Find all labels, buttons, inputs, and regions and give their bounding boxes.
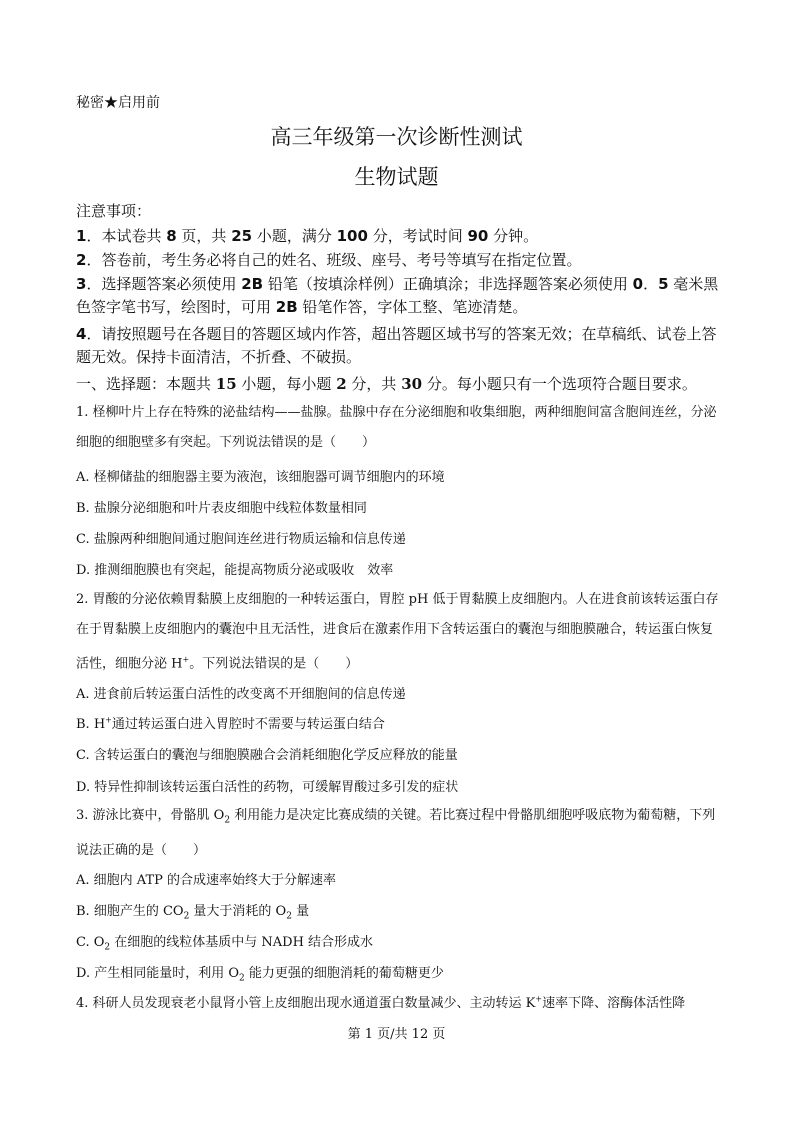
notice-num: 4 [76,325,87,343]
question-3-option-c [76,931,721,953]
notice-text: 铅笔作答，字体工整、笔迹清楚。 [297,298,528,316]
option-text: 通过转运蛋白进入胃腔时不需要与转运蛋白结合 [111,717,385,732]
notice-text: 小题，满分 [252,227,337,245]
question-2-option-c: C. 含转运蛋白的囊泡与细胞膜融合会消耗细胞化学反应释放的能量 [76,748,458,763]
question-1-option-c: C. 盐腺两种细胞间通过胞间连丝进行物质运输和信息传递 [76,532,406,547]
option-text: 在细胞的线粒体基质中与 NADH 结合形成水 [110,935,374,950]
question-3-option-b [76,900,721,922]
section-text: 分，共 [346,375,402,393]
notice-item-3 [76,273,721,319]
notice-text: 分钟。 [488,227,539,245]
question-1-stem: 1. 柽柳叶片上存在特殊的泌盐结构——盐腺。盐腺中存在分泌细胞和收集细胞，两种细胞间富含胞间连丝，分泌细胞的细胞壁多有突起。下列说法错误的是（ ） [76,405,717,450]
notice-item-1 [76,225,721,248]
notice-text: 毫米黑色签字笔书写，绘图时，可用 [76,275,719,316]
question-3-option-a: A. 细胞内 ATP 的合成速率始终大于分解速率 [76,873,337,888]
option-text: 能力更强的细胞消耗的葡萄糖更少 [244,966,444,981]
question-2-option-a: A. 进食前后转运蛋白活性的改变离不开细胞间的信息传递 [76,687,406,702]
question-2-stem [76,585,721,679]
notice-text: ．答卷前，考生务必将自己的姓名、班级、座号、考号等填写在指定位置。 [86,251,582,269]
notice-bold: 2B [241,275,264,293]
question-3-stem-text: 利用能力是决定比赛成绩的关键。若比赛过程中骨骼肌细胞呼吸底物为葡萄糖，下列说法正确的是（ ） [76,808,716,858]
option-text: 量 [291,904,310,919]
option-text: B. H [76,717,106,732]
subscript: 2 [224,815,231,826]
subject-title: 生物试题 [354,165,439,189]
notice-text: 页，共 [176,227,232,245]
exam-title: 高三年级第一次诊断性测试 [270,125,523,149]
notice-bold: 0 [632,275,644,293]
notice-item-4 [76,323,721,369]
question-2-stem-text: 。下列说法错误的是（ ） [189,656,359,672]
section-text: 一、选择题：本题共 [76,375,216,393]
notice-bold: 90 [467,227,489,245]
notice-bold: 100 [336,227,368,245]
question-1-option-a: A. 柽柳储盐的细胞器主要为液泡，该细胞器可调节细胞内的环境 [76,470,445,485]
subscript: 2 [239,973,245,984]
question-2-option-d: D. 特异性抑制该转运蛋白活性的药物，可缓解胃酸过多引发的症状 [76,780,459,795]
notice-num: 3 [76,275,87,293]
question-4-stem-text: 速率下降、溶酶体活性降 [542,996,686,1011]
notice-bold: 2B [275,298,298,316]
option-text: 量大于消耗的 O [189,904,287,919]
notice-bold: 25 [231,227,253,245]
superscript: + [105,715,112,725]
section-text: 分。每小题只有一个选项符合题目要求。 [422,375,697,393]
option-text: D. 产生相同能量时，利用 O [76,966,240,981]
notice-text: ．请按照题号在各题目的答题区域内作答，超出答题区域书写的答案无效；在草稿纸、试卷上答题无效。保持卡面清洁，不折叠、不破损。 [76,325,717,366]
question-4-stem-text: 4. 科研人员发现衰老小鼠肾小管上皮细胞出现水通道蛋白数量减少、主动转运 K [76,996,536,1011]
notice-bold: 5 [658,275,669,293]
notice-text: 分，考试时间 [367,227,468,245]
question-3-stem [76,801,721,866]
question-3-option-d [76,962,721,984]
subscript: 2 [104,942,111,953]
subscript: 2 [183,911,190,922]
section-bold: 30 [401,375,423,393]
notice-bold: 8 [166,227,177,245]
notice-item-2 [76,249,721,272]
question-4-stem [76,992,721,1011]
option-text: C. O [76,935,105,950]
section-bold: 15 [215,375,237,393]
notice-text: 铅笔（按填涂样例）正确填涂；非选择题答案必须使用 [263,275,633,293]
option-text: B. 细胞产生的 CO [76,904,184,919]
question-2-stem-text: 2. 胃酸的分泌依赖胃黏膜上皮细胞的一种转运蛋白，胃腔 pH 低于胃黏膜上皮细胞内。人在进食前该转运蛋白存在于胃黏膜上皮细胞内的囊泡中且无活性，进食后在激素作用下含转运蛋白的囊泡与细胞膜融合，转运蛋白恢复活性，细胞分泌 H [76,592,719,672]
section-heading [76,373,721,396]
notice-text: ．选择题答案必须使用 [86,275,242,293]
notice-num: 2 [76,251,87,269]
confidential-mark: 秘密★启用前 [76,95,160,111]
superscript: + [182,655,190,664]
question-2-option-b [76,713,721,732]
question-1-option-b: B. 盐腺分泌细胞和叶片表皮细胞中线粒体数量相同 [76,501,367,516]
superscript: + [535,994,543,1004]
notice-heading: 注意事项： [76,202,152,220]
question-3-stem-text: 3. 游泳比赛中，骨骼肌 O [76,808,225,823]
section-text: 小题，每小题 [236,375,337,393]
notice-text: ． [643,275,659,293]
section-bold: 2 [336,375,347,393]
subscript: 2 [286,911,292,922]
page-footer: 第 1 页/共 12 页 [347,1027,446,1042]
notice-num: 1 [76,227,87,245]
question-1-option-d: D. 推测细胞膜也有突起，能提高物质分泌或吸收 效率 [76,563,394,578]
notice-text: ．本试卷共 [86,227,167,245]
